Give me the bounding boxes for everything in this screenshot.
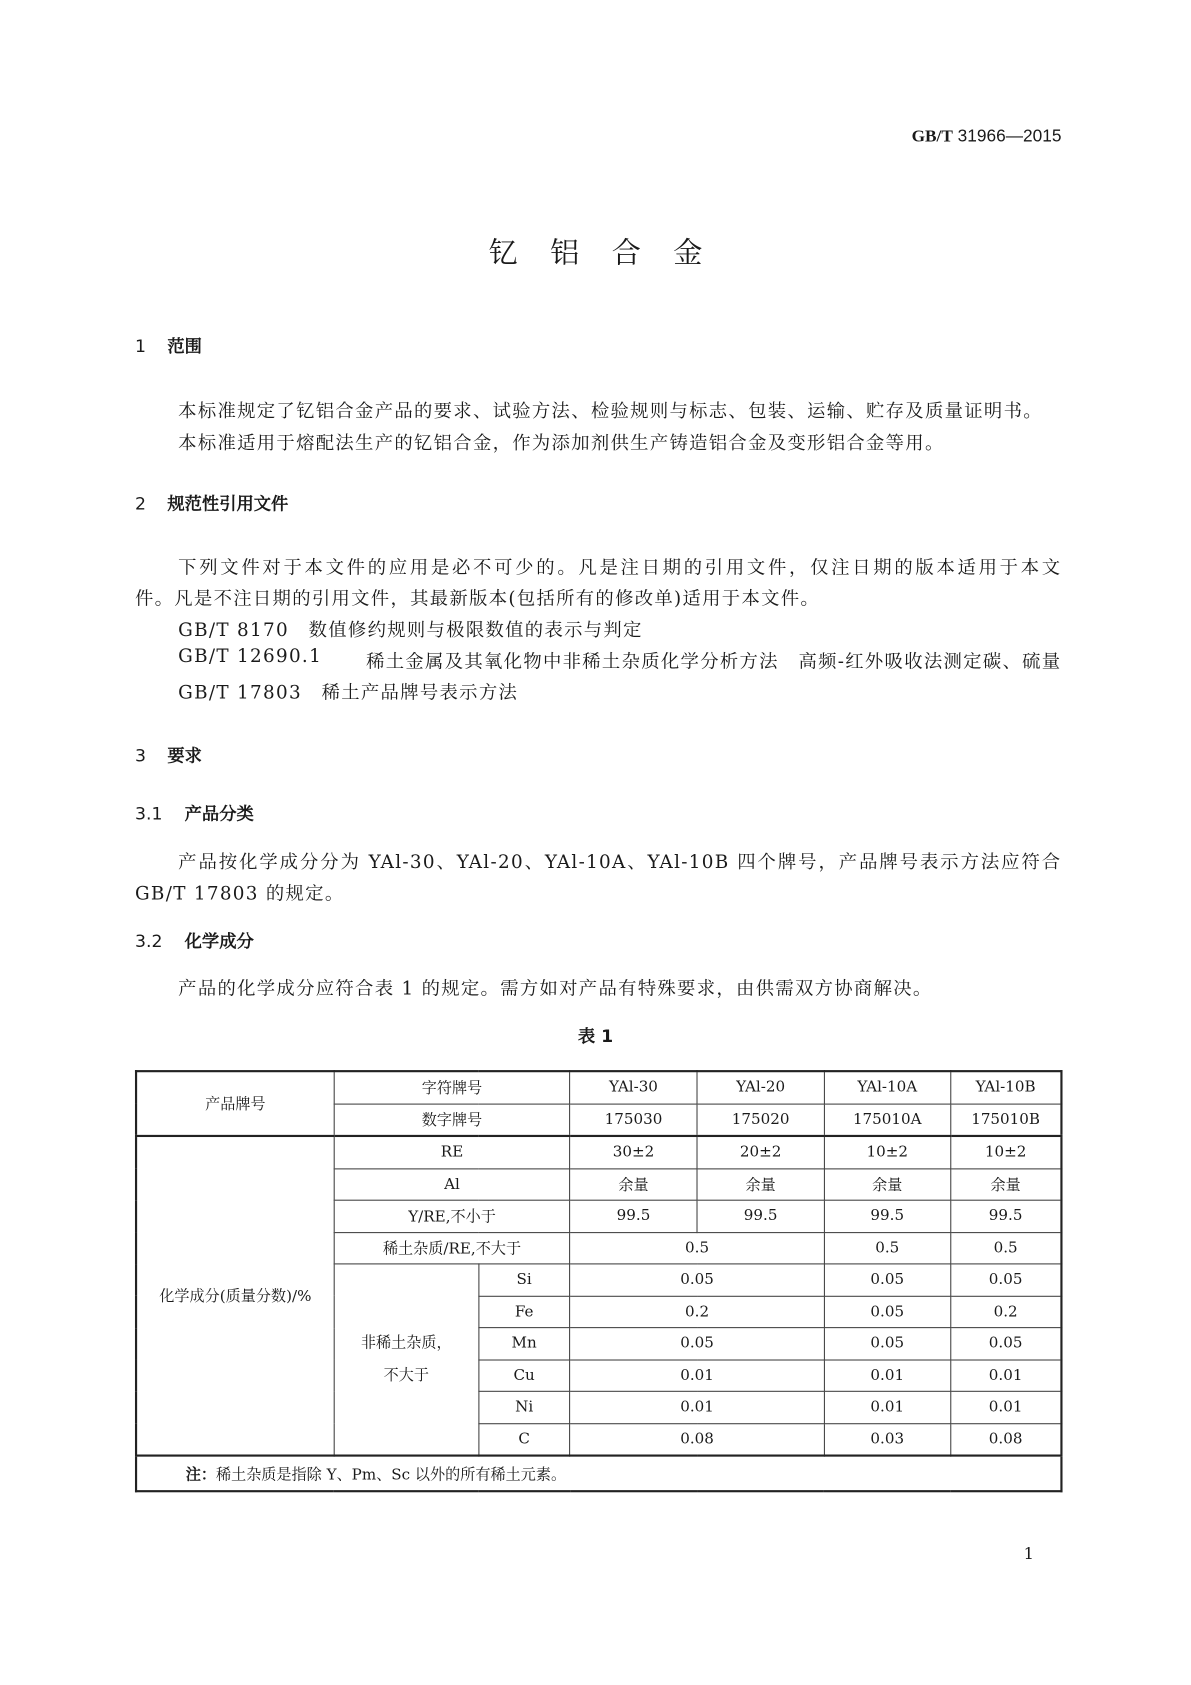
value-cell: 0.2 <box>950 1296 1061 1328</box>
composition-text: 产品的化学成分应符合表 1 的规定。需方如对产品有特殊要求，由供需双方协商解决。 <box>178 978 933 1000</box>
section-2-heading: 2 规范性引用文件 <box>134 493 289 514</box>
row-label: Al <box>334 1168 570 1200</box>
table-note: 注：稀土杂质是指除 Y、Pm、Sc 以外的所有稀土元素。 <box>136 1456 1061 1492</box>
scope-line-2: 本标准适用于熔配法生产的钇铝合金，作为添加剂供生产铸造铝合金及变形铝合金等用。 <box>178 432 945 455</box>
header-cell: 字符牌号 <box>334 1071 570 1103</box>
value-cell: 余量 <box>697 1168 824 1200</box>
code-cell: 175010B <box>950 1104 1061 1136</box>
code-cell: 175030 <box>570 1104 697 1136</box>
table-row <box>136 1071 1061 1103</box>
value-cell: 30±2 <box>570 1136 697 1168</box>
code-cell: 175010A <box>824 1104 950 1136</box>
value-cell: 0.5 <box>570 1232 824 1264</box>
value-cell: 99.5 <box>570 1200 697 1232</box>
value-cell: 0.05 <box>950 1328 1061 1360</box>
header-cell: 产品牌号 <box>136 1071 334 1136</box>
table-caption: 表 1 <box>577 1025 614 1047</box>
classification-line-1: 产品按化学成分分为 YAl-30、YAl-20、YAl-10A、YAl-10B 四个牌号，产品牌号表示方法应符合 <box>178 851 1062 874</box>
element-cell: Si <box>478 1264 570 1296</box>
value-cell: 0.01 <box>824 1391 950 1423</box>
element-cell: Fe <box>478 1296 570 1328</box>
reference-item: GB/T 8170 数值修约规则与极限数值的表示与判定 <box>178 619 643 642</box>
table-row <box>136 1136 1061 1168</box>
value-cell: 0.05 <box>570 1328 824 1360</box>
document-title: 钇铝合金 <box>488 236 735 270</box>
value-cell: 99.5 <box>697 1200 824 1232</box>
section-1-heading: 1 范围 <box>134 335 202 357</box>
section-3-2-heading: 3.2 化学成分 <box>134 930 254 952</box>
value-cell: 余量 <box>570 1168 697 1200</box>
table-note-row <box>136 1456 1061 1492</box>
value-cell: 0.01 <box>950 1359 1061 1391</box>
refs-intro-line-2: 件。凡是不注日期的引用文件，其最新版本(包括所有的修改单)适用于本文件。 <box>134 588 821 611</box>
reference-item: GB/T 12690.1 稀土金属及其氧化物中非稀土杂质化学分析方法 高频-红外吸收法测定碳、硫量 <box>178 645 1062 673</box>
standard-number: GB/T 31966—2015 <box>911 127 1062 146</box>
value-cell: 0.05 <box>824 1328 950 1360</box>
grade-cell: YAl-30 <box>570 1071 697 1103</box>
value-cell: 99.5 <box>950 1200 1061 1232</box>
value-cell: 10±2 <box>824 1136 950 1168</box>
header-cell: 数字牌号 <box>334 1104 570 1136</box>
section-3-heading: 3 要求 <box>134 745 202 766</box>
value-cell: 0.05 <box>824 1264 950 1296</box>
reference-item: GB/T 17803 稀土产品牌号表示方法 <box>178 682 519 705</box>
value-cell: 20±2 <box>697 1136 824 1168</box>
code-cell: 175020 <box>697 1104 824 1136</box>
nonre-label-cell: 非稀土杂质， 不大于 <box>334 1264 478 1456</box>
composition-table <box>135 1070 1063 1492</box>
value-cell: 0.03 <box>824 1423 950 1455</box>
grade-cell: YAl-10A <box>824 1071 950 1103</box>
refs-intro-line-1: 下列文件对于本文件的应用是必不可少的。凡是注日期的引用文件，仅注日期的版本适用于本文 <box>178 557 1062 579</box>
value-cell: 0.08 <box>570 1423 824 1455</box>
value-cell: 0.01 <box>950 1391 1061 1423</box>
row-label: Y/RE,不小于 <box>334 1200 570 1232</box>
value-cell: 余量 <box>824 1168 950 1200</box>
value-cell: 0.08 <box>950 1423 1061 1455</box>
value-cell: 余量 <box>950 1168 1061 1200</box>
value-cell: 0.2 <box>570 1296 824 1328</box>
value-cell: 0.5 <box>950 1232 1061 1264</box>
value-cell: 10±2 <box>950 1136 1061 1168</box>
page-number: 1 <box>1023 1544 1034 1564</box>
grade-cell: YAl-20 <box>697 1071 824 1103</box>
value-cell: 0.01 <box>824 1359 950 1391</box>
value-cell: 0.05 <box>570 1264 824 1296</box>
section-3-1-heading: 3.1 产品分类 <box>134 803 254 824</box>
row-label: RE <box>334 1136 570 1168</box>
value-cell: 99.5 <box>824 1200 950 1232</box>
value-cell: 0.5 <box>824 1232 950 1264</box>
grade-cell: YAl-10B <box>950 1071 1061 1103</box>
row-label: 稀土杂质/RE,不大于 <box>334 1232 570 1264</box>
value-cell: 0.05 <box>824 1296 950 1328</box>
element-cell: Cu <box>478 1359 570 1391</box>
chem-label-cell: 化学成分(质量分数)/% <box>136 1136 334 1456</box>
value-cell: 0.01 <box>570 1391 824 1423</box>
value-cell: 0.05 <box>950 1264 1061 1296</box>
scope-line-1: 本标准规定了钇铝合金产品的要求、试验方法、检验规则与标志、包装、运输、贮存及质量证明书。 <box>178 400 1043 423</box>
element-cell: Mn <box>478 1328 570 1360</box>
element-cell: Ni <box>478 1391 570 1423</box>
value-cell: 0.01 <box>570 1359 824 1391</box>
classification-line-2: GB/T 17803 的规定。 <box>134 883 345 905</box>
element-cell: C <box>478 1423 570 1455</box>
